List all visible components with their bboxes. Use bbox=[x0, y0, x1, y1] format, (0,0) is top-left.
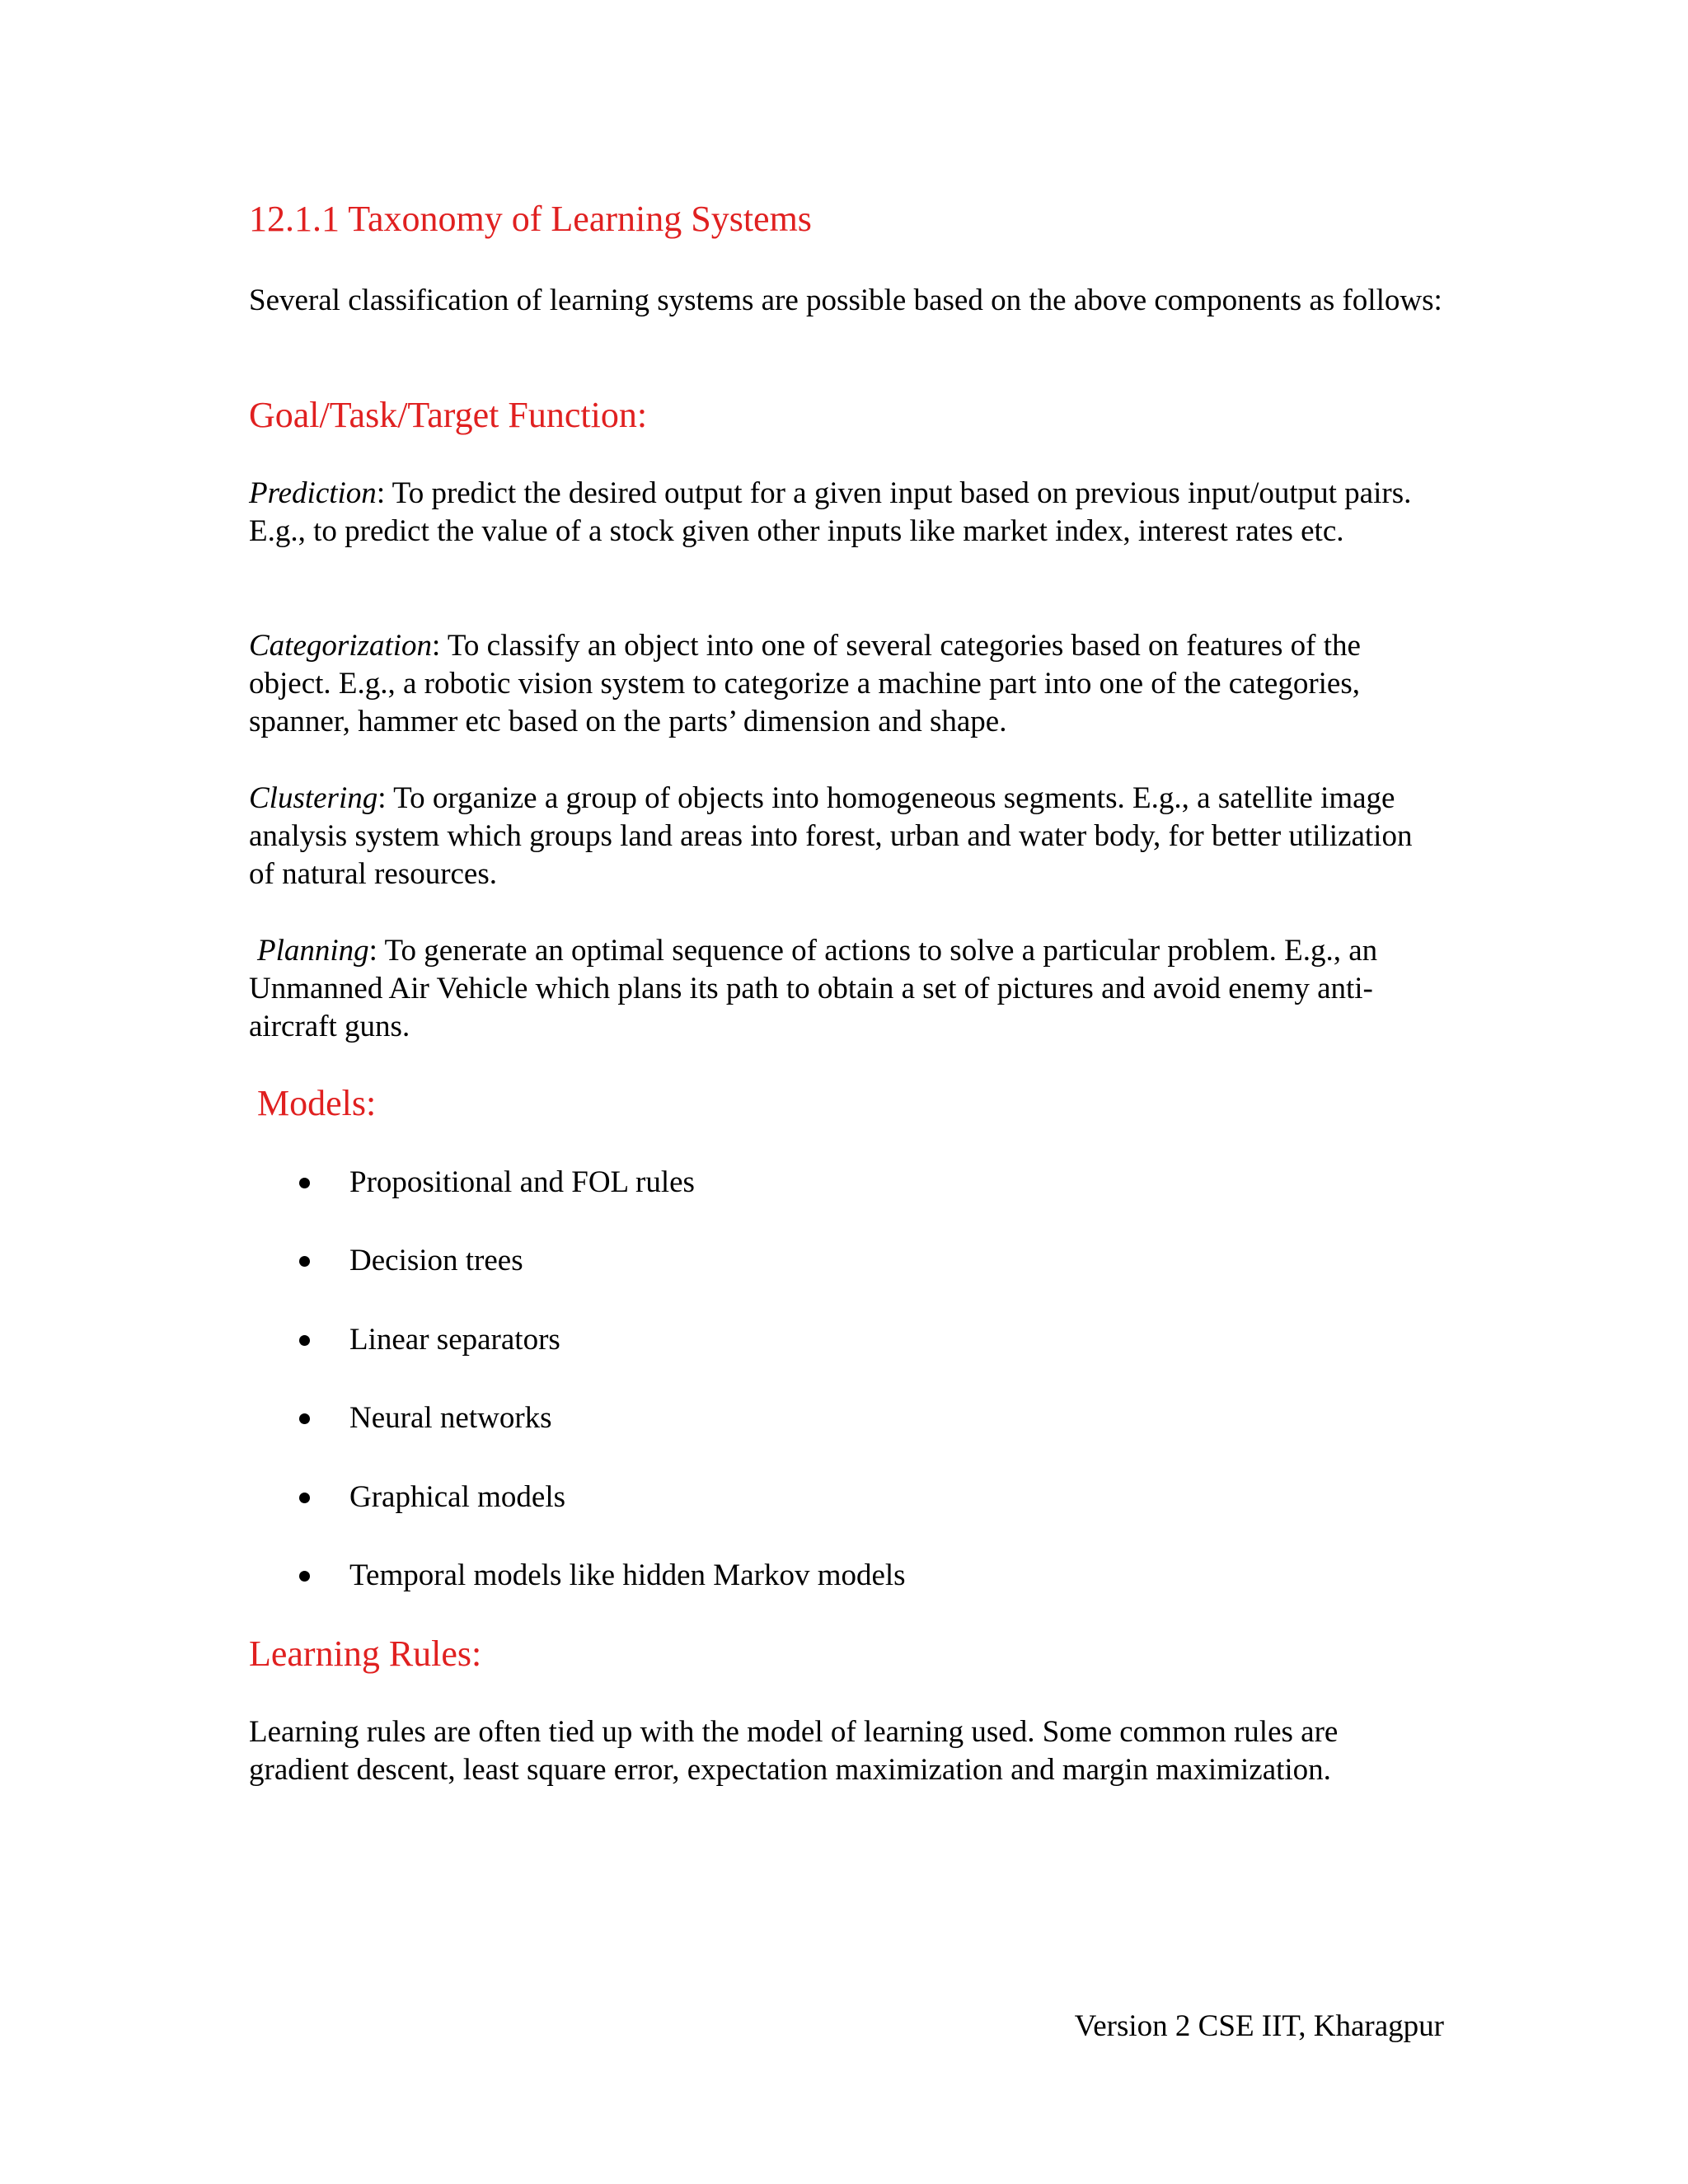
list-item-label: Neural networks bbox=[349, 1401, 552, 1436]
goal-term: Categorization bbox=[249, 629, 433, 663]
list-item bbox=[295, 1399, 906, 1478]
document-page bbox=[249, 0, 1444, 2184]
section-title: 12.1.1 Taxonomy of Learning Systems bbox=[249, 199, 812, 239]
list-item bbox=[295, 1557, 906, 1635]
page-footer: Version 2 CSE IIT, Kharagpur bbox=[1074, 2009, 1444, 2043]
list-item-label: Graphical models bbox=[349, 1479, 565, 1514]
list-item-label: Decision trees bbox=[349, 1244, 523, 1278]
goal-term: Prediction bbox=[249, 476, 377, 510]
rules-heading: Learning Rules: bbox=[249, 1633, 482, 1674]
goal-text: : To generate an optimal sequence of actions to solve a particular problem. E.g., an Unmanned Air Vehicle which plans its path to obtain a set of pictures and avoid enemy anti-aircraft guns. bbox=[249, 934, 1378, 1043]
intro-paragraph: Several classification of learning systems are possible based on the above components as follows: bbox=[249, 284, 1442, 317]
goal-heading: Goal/Task/Target Function: bbox=[249, 395, 648, 435]
bullet-icon bbox=[299, 1413, 310, 1424]
list-item bbox=[295, 1321, 906, 1399]
rules-paragraph: Learning rules are often tied up with the model of learning used. Some common rules are gradient descent, least square error, expectation maximization and margin maximization. bbox=[249, 1715, 1339, 1787]
goal-categorization bbox=[249, 627, 1444, 741]
bullet-icon bbox=[299, 1335, 310, 1346]
bullet-icon bbox=[299, 1256, 310, 1267]
list-item bbox=[295, 1164, 906, 1242]
goal-text: : To classify an object into one of several categories based on features of the object. E.g., a robotic vision system to categorize a machine part into one of the categories, spanner, hammer etc based on the parts’ dimension and shape. bbox=[249, 629, 1361, 738]
list-item bbox=[295, 1479, 906, 1557]
goal-text: : To predict the desired output for a given input based on previous input/output pairs. E.g., to predict the value of a stock given other inputs like market index, interest rates etc. bbox=[249, 476, 1412, 548]
goal-clustering bbox=[249, 780, 1444, 893]
list-item-label: Linear separators bbox=[349, 1322, 560, 1357]
goal-term: Planning bbox=[257, 934, 369, 968]
goal-term: Clustering bbox=[249, 781, 378, 815]
list-item-label: Temporal models like hidden Markov models bbox=[349, 1558, 906, 1592]
goal-planning bbox=[249, 932, 1444, 1046]
models-list bbox=[295, 1164, 906, 1635]
goal-text: : To organize a group of objects into homogeneous segments. E.g., a satellite image analysis system which groups land areas into forest, urban and water body, for better utilization of natural resources. bbox=[249, 781, 1413, 891]
bullet-icon bbox=[299, 1493, 310, 1503]
models-heading: Models: bbox=[257, 1083, 377, 1123]
bullet-icon bbox=[299, 1178, 310, 1188]
bullet-icon bbox=[299, 1571, 310, 1582]
list-item bbox=[295, 1242, 906, 1320]
list-item-label: Propositional and FOL rules bbox=[349, 1165, 695, 1199]
goal-prediction bbox=[249, 475, 1444, 551]
